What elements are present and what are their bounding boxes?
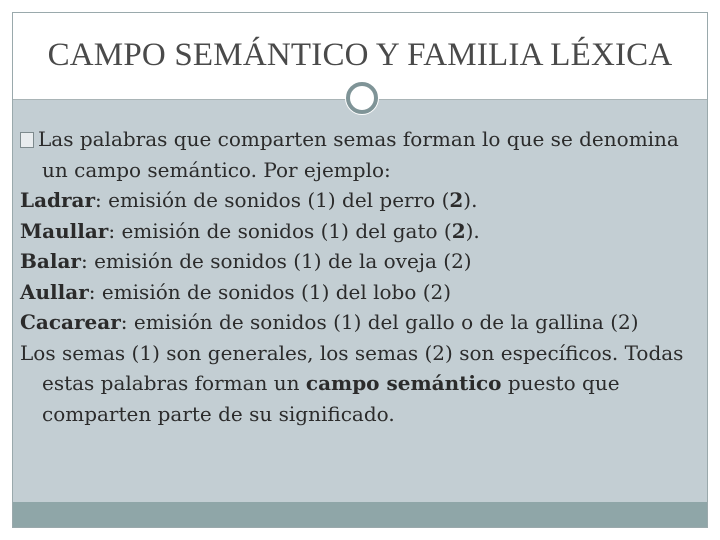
- example-tail: ).: [463, 188, 478, 212]
- example-text: emisión de sonidos (1) del perro (: [101, 188, 450, 212]
- example-sep: :: [80, 249, 88, 273]
- example-sep: :: [120, 310, 128, 334]
- example-item: [20, 246, 690, 277]
- example-word: Aullar: [20, 279, 89, 304]
- footer-bar: [13, 502, 707, 527]
- example-item: [20, 307, 690, 338]
- example-number: 2: [451, 218, 466, 243]
- conclusion-text: Los semas (1) son generales, los semas (2) son específicos. Todas estas palabras forman un: [20, 340, 684, 395]
- circle-ornament-icon: [344, 80, 380, 116]
- slide-title: CAMPO SEMÁNTICO Y FAMILIA LÉXICA: [47, 37, 673, 73]
- example-text: emisión de sonidos (1) de la oveja (2): [87, 249, 472, 273]
- example-word: Cacarear: [20, 310, 121, 334]
- conclusion-keyword: campo semántico: [305, 371, 502, 395]
- example-word: Maullar: [20, 218, 109, 243]
- example-tail: ).: [465, 218, 480, 243]
- missing-glyph-box-icon: [20, 132, 34, 148]
- example-item: [20, 185, 690, 216]
- example-number: 2: [449, 188, 464, 212]
- example-item: [20, 277, 690, 308]
- example-text: emisión de sonidos (1) del gato (: [115, 218, 452, 243]
- conclusion-paragraph: [20, 338, 690, 430]
- intro-paragraph: [20, 124, 690, 185]
- conclusion-tail: puesto que comparten parte de su significado.: [42, 371, 620, 426]
- example-word: Ladrar: [20, 188, 96, 212]
- intro-text: Las palabras que comparten semas forman lo que se denomina un campo semántico. Por ejemplo:: [38, 127, 679, 182]
- example-sep: :: [88, 279, 96, 304]
- example-sep: :: [95, 188, 102, 212]
- example-text: emisión de sonidos (1) del gallo o de la gallina (2): [127, 310, 639, 334]
- example-word: Balar: [20, 249, 81, 273]
- example-text: emisión de sonidos (1) del lobo (2): [95, 279, 452, 304]
- example-sep: :: [108, 218, 116, 243]
- slide-body: [20, 124, 690, 429]
- example-item: [20, 216, 690, 247]
